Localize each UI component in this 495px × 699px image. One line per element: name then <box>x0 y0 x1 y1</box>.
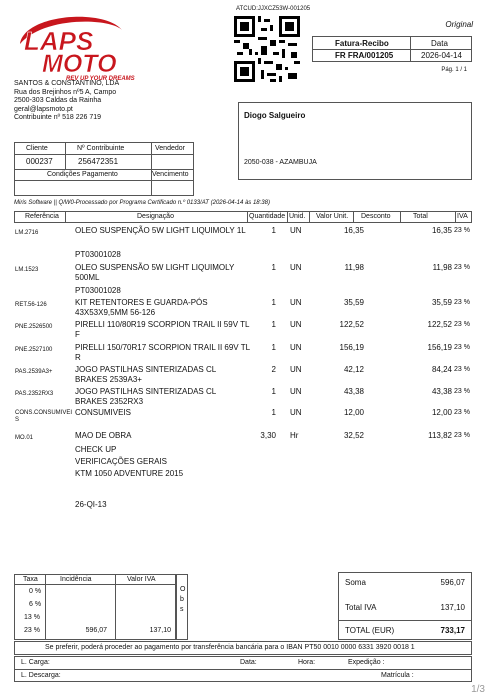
row-unit: UN <box>290 263 302 272</box>
row-price: 43,38 <box>343 387 364 396</box>
row-unit: UN <box>290 298 302 307</box>
row-iva: 23 % <box>454 366 470 373</box>
row-total: 35,59 <box>431 298 452 307</box>
row-iva: 23 % <box>454 227 470 234</box>
th-qty: Quantidade <box>249 213 286 220</box>
sum-label: Soma <box>345 578 366 587</box>
row-total: 156,19 <box>427 343 452 352</box>
row-desc: PIRELLI 110/80R19 SCORPION TRAIL II 59V TL F <box>75 320 250 339</box>
row-price: 156,19 <box>339 343 364 352</box>
row-desc: MAO DE OBRA <box>75 431 132 440</box>
atcud-code: ATCUD:JJXCZ53W-001205 <box>236 6 311 12</box>
customer-postal: 2050-038 - AZAMBUJA <box>244 159 317 166</box>
row-iva: 23 % <box>454 321 470 328</box>
th-total: Total <box>413 213 428 220</box>
row-price: 11,98 <box>344 263 364 272</box>
tax-rate: 0 % <box>29 588 42 595</box>
payment-note: Se preferir, poderá proceder ao pagamento por transferência bancária para o IBAN PT50 0010 0000 6331 3920 0018 1 <box>45 644 415 651</box>
unload-label: L. Descarga: <box>21 672 61 679</box>
row-note: PT03001028 <box>75 286 121 295</box>
row-ref: LM.2716 <box>15 230 39 236</box>
row-desc: CONSUMIVEIS <box>75 408 132 417</box>
obs-box <box>176 574 188 640</box>
note-line: VERIFICAÇÕES GERAIS <box>75 457 168 466</box>
row-iva: 23 % <box>454 299 470 306</box>
note-plate: 26-QI-13 <box>75 500 107 509</box>
company-address2: 2500-303 Caldas da Rainha <box>14 97 102 104</box>
row-desc: JOGO PASTILHAS SINTERIZADAS CL BRAKES 2539A3+ <box>75 365 216 384</box>
row-note: PT03001028 <box>75 250 121 259</box>
row-unit: UN <box>290 387 302 396</box>
row-unit: UN <box>290 343 302 352</box>
logo-line1: LAPS <box>24 26 94 56</box>
doc-date: 2026-04-14 <box>421 51 462 60</box>
row-unit: UN <box>290 320 302 329</box>
tax-summary-box <box>14 574 176 640</box>
th-unit: Unid. <box>289 213 306 220</box>
th-desc: Designação <box>137 213 174 220</box>
client-info-box <box>14 142 194 196</box>
logo-line2: MOTO <box>42 50 117 78</box>
row-price: 16,35 <box>343 226 364 235</box>
tax-rate: 13 % <box>24 614 40 621</box>
row-total: 12,00 <box>431 408 452 417</box>
row-total: 84,24 <box>431 365 452 374</box>
company-info <box>14 80 119 123</box>
tax-base: 596,07 <box>85 627 107 634</box>
row-total: 16,35 <box>431 226 452 235</box>
nif-value: 256472351 <box>78 157 119 166</box>
note-line: KTM 1050 ADVENTURE 2015 <box>75 469 184 478</box>
th-price: Valor Unit. <box>316 213 349 220</box>
row-ref: LM.1523 <box>15 267 39 273</box>
row-total: 43,38 <box>431 387 452 396</box>
row-desc: JOGO PASTILHAS SINTERIZADAS CL BRAKES 2352RX3 <box>75 387 216 406</box>
row-price: 32,52 <box>343 431 364 440</box>
totals-box <box>338 572 472 640</box>
row-desc: PIRELLI 150/70R17 SCORPION TRAIL II 69V TL R <box>75 343 250 362</box>
row-ref: CONS.CONSUMIVEIS <box>15 410 73 423</box>
customer-name: Diogo Salgueiro <box>244 111 306 120</box>
payment-label: Condições Pagamento <box>47 171 118 178</box>
row-total: 11,98 <box>432 263 452 272</box>
row-qty: 1 <box>271 320 276 329</box>
row-iva: 23 % <box>454 409 470 416</box>
row-unit: Hr <box>290 431 299 440</box>
row-ref: PNE.2527100 <box>15 347 53 353</box>
row-desc: OLEO SUSPENSÃO 5W LIGHT LIQUIMOLY 500ML <box>75 263 235 282</box>
plate-label: Matrícula : <box>381 672 414 679</box>
nif-label: Nº Contribuinte <box>77 145 125 152</box>
company-address1: Rua dos Brejinhos nº5 A, Campo <box>14 88 117 96</box>
items-table-header <box>14 211 472 223</box>
vat-total-value: 137,10 <box>440 603 465 612</box>
doc-header-box <box>312 36 472 62</box>
company-logo <box>14 10 135 82</box>
customer-box <box>238 102 472 180</box>
date-footer-label: Data: <box>240 659 257 666</box>
service-notes <box>75 444 183 480</box>
row-qty: 1 <box>271 408 276 417</box>
row-qty: 2 <box>271 365 276 374</box>
tax-th-vat: Valor IVA <box>127 576 156 583</box>
row-desc: KIT RETENTORES E GUARDA-PÓS 43X53X9,5MM 56-126 <box>75 298 208 317</box>
row-unit: UN <box>290 408 302 417</box>
note-line: CHECK UP <box>75 445 117 454</box>
row-iva: 23 % <box>454 432 470 439</box>
seller-label: Vendedor <box>155 145 185 152</box>
load-label: L. Carga: <box>21 659 50 666</box>
transport-box <box>14 656 472 682</box>
tax-rate: 23 % <box>24 627 40 634</box>
row-ref: PAS.2352RX3 <box>15 391 54 397</box>
tax-vat: 137,10 <box>149 627 171 634</box>
company-name: SANTOS & CONSTANTINO, LDA <box>14 80 120 87</box>
due-label: Vencimento <box>152 171 189 178</box>
row-total: 122,52 <box>427 320 452 329</box>
sender-label: Expedição : <box>348 659 385 666</box>
row-iva: 23 % <box>454 264 470 271</box>
row-qty: 1 <box>271 343 276 352</box>
row-qty: 1 <box>271 298 276 307</box>
th-ref: Referência <box>25 213 59 220</box>
row-price: 42,12 <box>343 365 364 374</box>
tax-th-rate: Taxa <box>23 576 38 583</box>
row-qty: 3,30 <box>260 431 276 440</box>
company-nif: Contribuinte nº 518 226 719 <box>14 114 102 121</box>
company-email: geral@lapsmoto.pt <box>14 105 73 113</box>
row-unit: UN <box>290 365 302 374</box>
row-qty: 1 <box>271 387 276 396</box>
th-discount: Desconto <box>361 213 391 220</box>
sum-value: 596,07 <box>440 578 465 587</box>
grand-total-label: TOTAL (EUR) <box>345 626 395 635</box>
payment-note-box <box>14 641 472 655</box>
software-line: Miris Software || Q/W0-Processado por Programa Certificado n.º 0133/AT (2026-04-14 às 18:38) <box>14 200 270 206</box>
row-qty: 1 <box>271 226 276 235</box>
row-ref: PNE.2526500 <box>15 324 53 330</box>
row-ref: PAS.2539A3+ <box>15 369 53 375</box>
row-iva: 23 % <box>454 344 470 351</box>
row-price: 35,59 <box>343 298 364 307</box>
grand-total-value: 733,17 <box>440 626 465 635</box>
page-indicator: 1/3 <box>471 684 485 695</box>
row-unit: UN <box>290 226 302 235</box>
qr-code <box>234 16 300 82</box>
page-number: Pág. 1 / 1 <box>441 67 467 73</box>
logo-slogan: REV UP YOUR DREAMS <box>66 76 135 82</box>
doc-number: FR FRA/001205 <box>335 51 394 60</box>
row-iva: 23 % <box>454 388 470 395</box>
date-label: Data <box>431 39 448 48</box>
row-qty: 1 <box>271 263 276 272</box>
row-desc: OLEO SUSPENÇÃO 5W LIGHT LIQUIMOLY 1L <box>75 226 246 235</box>
client-label: Cliente <box>26 145 48 152</box>
row-price: 122,52 <box>339 320 364 329</box>
doc-type: Fatura-Recibo <box>335 39 389 48</box>
row-price: 12,00 <box>343 408 364 417</box>
row-total: 113,82 <box>428 431 452 440</box>
original-label: Original <box>445 20 473 29</box>
time-label: Hora: <box>298 659 316 666</box>
th-iva: IVA <box>457 213 468 220</box>
vat-total-label: Total IVA <box>345 603 377 612</box>
tax-th-base: Incidência <box>60 576 92 583</box>
row-ref: MO.01 <box>15 435 34 441</box>
client-value: 000237 <box>26 157 53 166</box>
row-ref: RET.56-126 <box>15 302 47 308</box>
tax-rate: 6 % <box>29 601 42 608</box>
obs-label: Obs <box>180 586 186 613</box>
